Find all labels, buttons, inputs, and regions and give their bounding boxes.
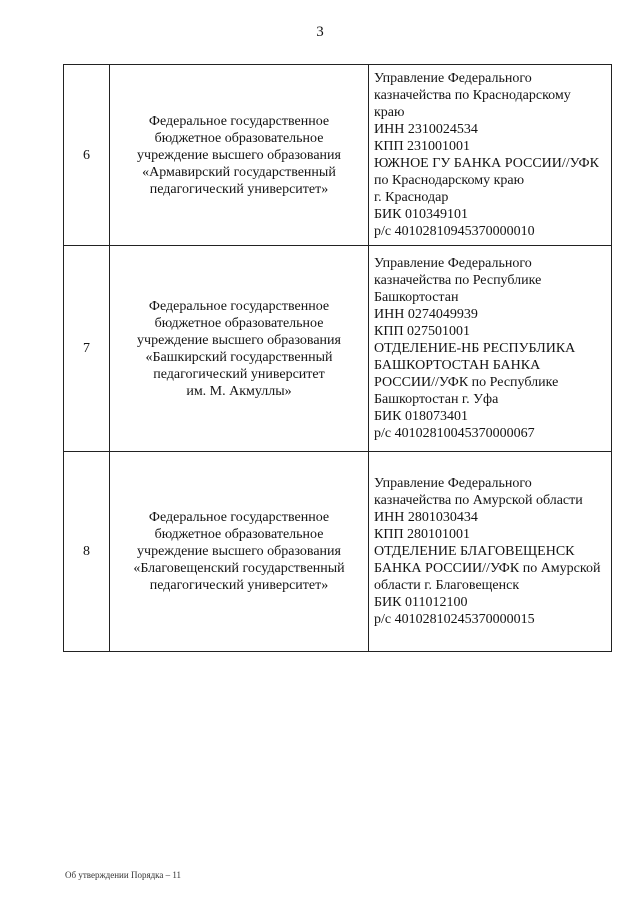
institution-name-line: педагогический университет» [149, 181, 329, 197]
institution-name-line: учреждение высшего образования [137, 147, 341, 163]
institution-name-line: учреждение высшего образования [137, 544, 341, 559]
institution-name-cell [110, 246, 369, 452]
institution-name-line: педагогический университет [153, 366, 325, 382]
footer-note: Об утверждении Порядка – 11 [65, 870, 182, 880]
institution-name-line: Федеральное государственное [148, 298, 330, 314]
bank-details-cell [369, 452, 612, 652]
row-number: 6 [64, 65, 110, 246]
bank-details-line: БИК 018073401 [374, 409, 468, 424]
bank-details-line: БИК 010349101 [374, 207, 468, 222]
bank-details-line: р/с 40102810245370000015 [374, 612, 535, 627]
bank-details-cell [369, 246, 612, 452]
bank-details-line: казначейства по Амурской области [374, 493, 583, 508]
row-number: 7 [64, 246, 110, 452]
bank-details-line: БАНКА РОССИИ//УФК по Амурской [374, 561, 601, 576]
institution-name-line: «Армавирский государственный [142, 164, 336, 180]
table-row [64, 246, 612, 452]
bank-details-line: РОССИИ//УФК по Республике [374, 375, 559, 390]
bank-details-line: ИНН 0274049939 [374, 307, 478, 322]
table-row [64, 452, 612, 652]
bank-details-line: ИНН 2310024534 [374, 122, 478, 137]
row-number: 8 [64, 452, 110, 652]
institution-name-line: учреждение высшего образования [137, 332, 341, 348]
bank-details-line: КПП 231001001 [374, 139, 471, 154]
bank-details-line: КПП 280101001 [374, 527, 471, 542]
institution-name-cell [110, 65, 369, 246]
bank-details-line: ОТДЕЛЕНИЕ БЛАГОВЕЩЕНСК [374, 544, 575, 559]
institution-name-line: «Благовещенский государственный [133, 561, 345, 576]
bank-details-line: БАШКОРТОСТАН БАНКА [374, 358, 541, 373]
bank-details-line: области г. Благовещенск [374, 578, 520, 593]
institution-name-line: бюджетное образовательное [154, 130, 324, 146]
bank-details-line: Управление Федерального [374, 256, 532, 271]
bank-details-line: ЮЖНОЕ ГУ БАНКА РОССИИ//УФК [374, 156, 599, 171]
bank-details-cell [369, 65, 612, 246]
bank-details-line: ИНН 2801030434 [374, 510, 478, 525]
institution-name-line: педагогический университет» [149, 578, 329, 593]
institution-name-cell [110, 452, 369, 652]
bank-details-line: БИК 011012100 [374, 595, 468, 610]
bank-details-line: ОТДЕЛЕНИЕ-НБ РЕСПУБЛИКА [374, 341, 576, 356]
bank-details-line: р/с 40102810945370000010 [374, 224, 535, 239]
institution-name-line: им. М. Акмуллы» [186, 383, 292, 399]
bank-details-line: казначейства по Республике [374, 273, 542, 288]
institution-name-line: бюджетное образовательное [154, 527, 324, 542]
institution-name-line: Федеральное государственное [148, 113, 330, 129]
bank-details-line: Башкортостан [374, 290, 459, 305]
institution-name-line: «Башкирский государственный [145, 349, 333, 365]
bank-details-line: Башкортостан г. Уфа [374, 392, 499, 407]
table-row [64, 65, 612, 246]
page-number: 3 [316, 24, 324, 40]
institution-name-line: Федеральное государственное [148, 510, 330, 525]
bank-details-line: КПП 027501001 [374, 324, 471, 339]
bank-details-line: р/с 40102810045370000067 [374, 426, 535, 441]
bank-details-line: казначейства по Краснодарскому [374, 88, 571, 103]
bank-details-line: краю [374, 105, 405, 120]
institution-name-line: бюджетное образовательное [154, 315, 324, 331]
institutions-table [63, 64, 612, 652]
bank-details-line: г. Краснодар [374, 190, 449, 205]
bank-details-line: по Краснодарскому краю [374, 173, 525, 188]
bank-details-line: Управление Федерального [374, 476, 532, 491]
bank-details-line: Управление Федерального [374, 71, 532, 86]
